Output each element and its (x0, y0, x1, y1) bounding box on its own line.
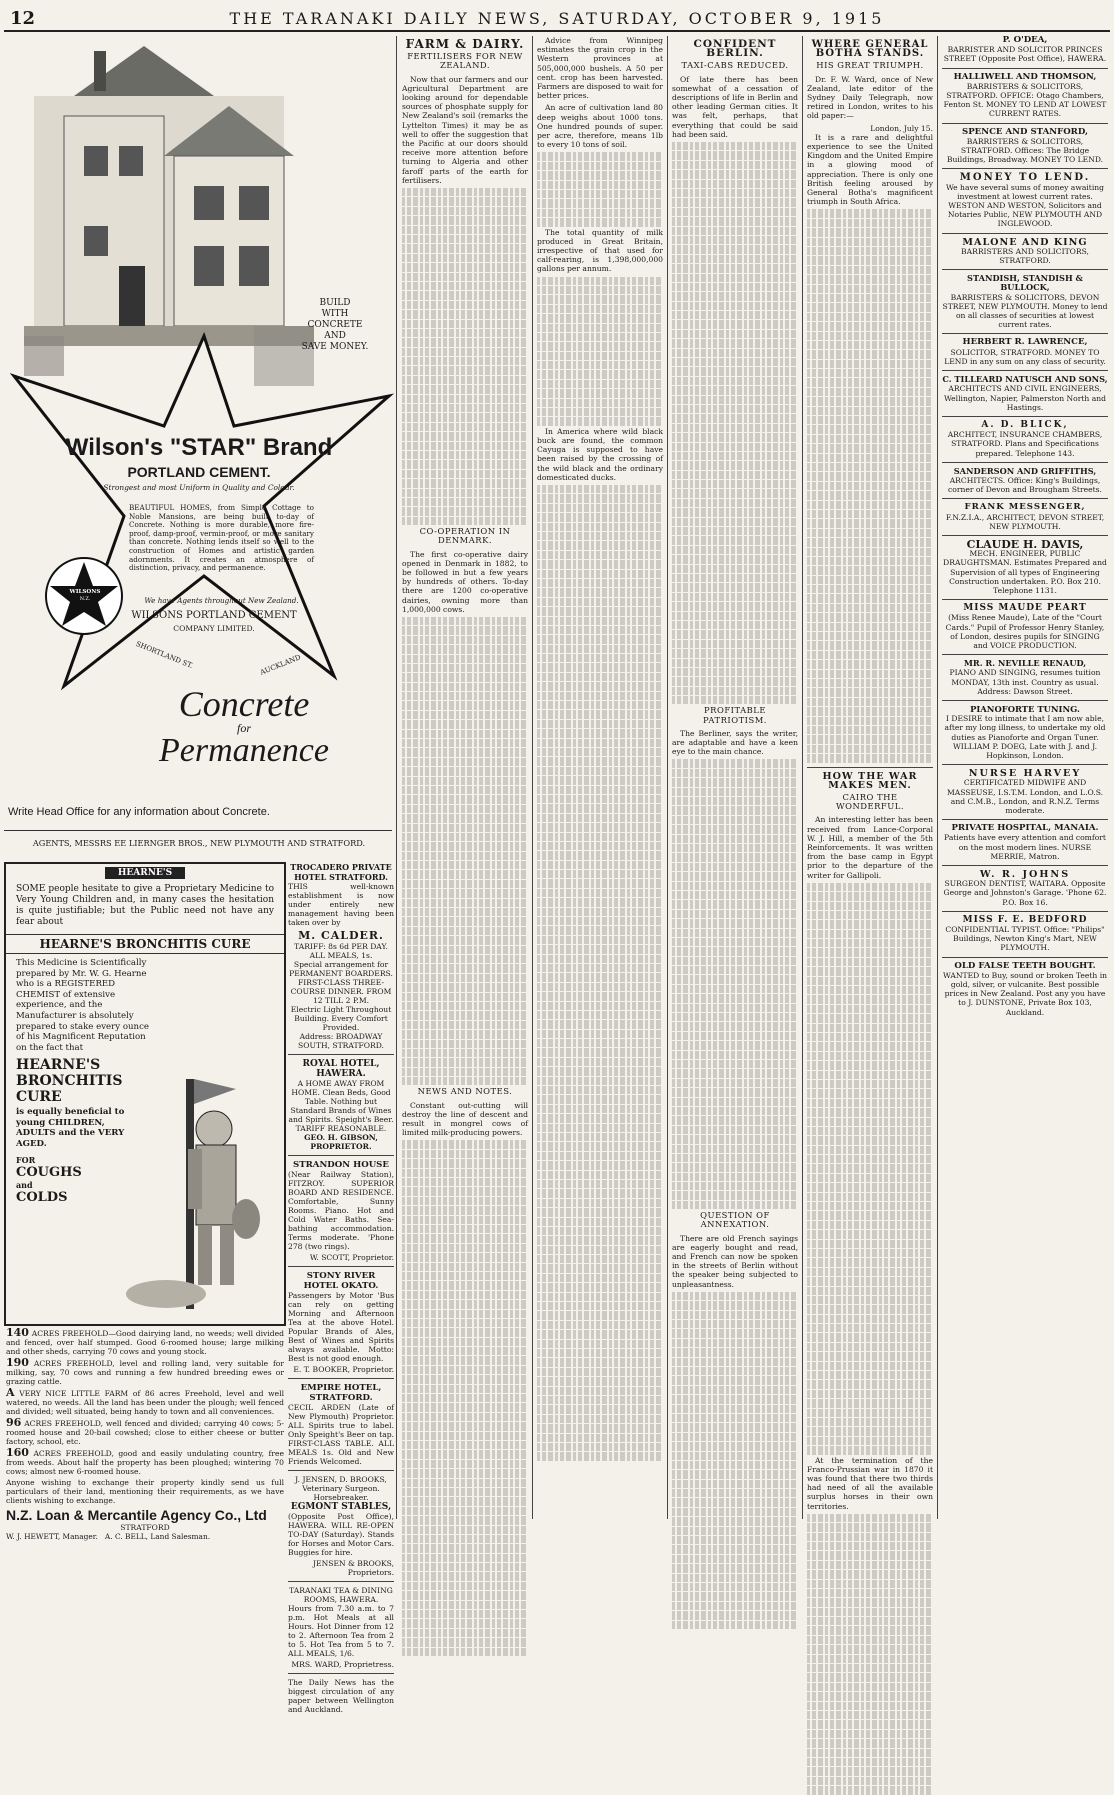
professional-card: CLAUDE H. DAVIS, MECH. ENGINEER, PUBLIC DRAUGHTSMAN. Estimates Prepared and Supervision of all types of Engineering Construction undertaken. P.O. Box 210. Telephone 1131. (943, 537, 1107, 595)
hearne-intro: SOME people hesitate to give a Proprietary Medicine to Very Young Children and, in many cases the hesitation is quite justifiable; but the Public need not have any fear about (16, 884, 274, 927)
build-line: WITH (321, 309, 349, 319)
professional-card: NURSE HARVEY CERTIFICATED MIDWIFE AND MASSEUSE, I.S.T.M. London, and L.O.S. and C.M.B., London, and R.N.Z. Terms moderate. (946, 768, 1104, 816)
tea-rooms-title: TARANAKI TEA & DINING ROOMS, HAWERA. (289, 1586, 393, 1604)
confident-berlin-heading: CONFIDENT BERLIN. (693, 38, 777, 60)
professional-card: MISS F. E. BEDFORD CONFIDENTIAL TYPIST. Office: "Philips" Buildings, Newton King's Mart, NEW PLYMOUTH. (945, 914, 1105, 953)
newspaper-title: THE TARANAKI DAILY NEWS, SATURDAY, OCTOBER 9, 1915 (229, 9, 885, 28)
agents-note: We have Agents throughout New Zealand. (144, 596, 299, 605)
professional-card: SPENCE AND STANFORD, BARRISTERS & SOLICITORS, STRATFORD. Offices: The Bridge Buildings, Broadway. MONEY TO LEND. (946, 126, 1104, 165)
farm-listing: 160 ACRES FREEHOLD, good and easily undulating country, free from weeds. About half the property has been ploughed; wintering 70 cows; almost new 6-roomed house. (6, 1446, 284, 1476)
farm-dairy-heading: FARM & DAIRY. (405, 37, 525, 51)
egmont-stables-title: EGMONT STABLES, (290, 1502, 392, 1512)
divider (4, 830, 392, 831)
calder-special: Special arrangement for PERMANENT BOARDERS. FIRST-CLASS THREE-COURSE DINNER. FROM 12 TILL 2 P.M. (289, 960, 393, 1005)
farm-listings (6, 1328, 284, 1541)
article-text-block (672, 759, 798, 1209)
egmont-stables-body: (Opposite Post Office), HAWERA. WILL RE-OPEN TO-DAY (Saturday). Stands for Horses and Motor Cars. Buggies for hire. (288, 1512, 394, 1557)
professional-card: STANDISH, STANDISH & BULLOCK, BARRISTERS & SOLICITORS, DEVON STREET, NEW PLYMOUTH. Money to lend on all classes of securities at lowest current rates. (942, 273, 1108, 330)
royal-hotel-tariff: TARIFF REASONABLE. (295, 1124, 387, 1133)
hotel-ads-column (288, 862, 394, 1716)
farm-exchange-note: Anyone wishing to exchange their property kindly send us full particulars of their land, mentioning their requirements, as we have clients wishing to exchange. (6, 1478, 284, 1505)
royal-hotel-prop: GEO. H. GIBSON, PROPRIETOR. (304, 1133, 378, 1151)
strandon-prop: W. SCOTT, Proprietor. (309, 1253, 394, 1262)
hearne-body: This Medicine is Scientifically prepared by Mr. W. G. Hearne who is a REGISTERED CHEMIST of extensive experience, and the Manufacturer is absolutely prepared to stake every ounce of his Magnificent Reputation on the fact that (16, 958, 149, 1053)
professional-card: FRANK MESSENGER, F.N.Z.I.A., ARCHITECT, DEVON STREET, NEW PLYMOUTH. (945, 502, 1105, 531)
professional-card: HERBERT R. LAWRENCE, SOLICITOR, STRATFORD. MONEY TO LEND in any sum on any class of security. (944, 337, 1106, 366)
article-text-block (402, 188, 528, 525)
hearne-beneficial: is equally beneficial to young CHILDREN, ADULTS and the VERY AGED. (16, 1107, 125, 1149)
professional-cards-column (942, 36, 1108, 1521)
calder-tariff: TARIFF: 8s 6d PER DAY. ALL MEALS, 1s. (294, 942, 388, 960)
page-number: 12 (10, 8, 36, 29)
article-paragraph: In America where wild black buck are found, the common Cayuga is supposed to have been raised by the crossing of the wild black and the ordinary domesticated ducks. (537, 426, 663, 482)
professional-card: P. O'DEA, BARRISTER AND SOLICITOR PRINCES STREET (Opposite Post Office), HAWERA. (943, 35, 1107, 64)
brand-name: Wilson's "STAR" Brand (65, 434, 333, 461)
professional-card: PRIVATE HOSPITAL, MANAIA. Patients have every attention and comfort on the most modern lines. NURSE MERRIE, Matron. (944, 823, 1106, 861)
botha-column (807, 36, 933, 1521)
article-paragraph: Of late there has been somewhat of a cessation of descriptions of life in Berlin and other leading German cities. It was felt, perhaps, that everything that could be said had been said. (672, 74, 798, 139)
article-paragraph: There are old French sayings are eagerly bought and read, and French can now be spoken in the streets of Berlin without the speaker being subjected to unpleasantness. (672, 1233, 798, 1289)
professional-card: MISS MAUDE PEART (Miss Renee Maude), Late of the "Court Cards." Pupil of Professor Henry Stanley, of London, desires pupils for SINGING and VOICE PRODUCTION. (945, 603, 1105, 650)
stony-river-body: Passengers by Motor 'Bus can rely on getting Morning and Afternoon Tea at the above Hotel. Popular Brands of Ales, Best of Wines and Spirits always available. Motto: Best is not good enough. (288, 1291, 394, 1363)
article-text-block (672, 142, 798, 704)
and-text: and (16, 1179, 33, 1190)
big-line: HEARNE'S (16, 1057, 101, 1074)
wilson-brand-block (34, 434, 364, 492)
slogan-line: Concrete (178, 684, 310, 724)
build-line: SAVE MONEY. (301, 342, 369, 352)
tea-rooms-prop: MRS. WARD, Proprietress. (291, 1660, 394, 1669)
dateline: London, July 15. (870, 123, 933, 133)
denmark-subheading: CO-OPERATION IN DENMARK. (419, 526, 511, 546)
botha-heading: WHERE GENERAL BOTHA STANDS. (811, 39, 929, 60)
article-paragraph: Advice from Winnipeg estimates the grain crop in the Western provinces at 505,000,000 bushels. A 50 per cent. crop has been harvested. Farmers are disposed to wait for better prices. (537, 36, 663, 101)
star-label: WILSONS (69, 589, 101, 595)
article-text-block (537, 152, 663, 226)
column-rule (532, 36, 533, 1519)
article-paragraph: Constant out-cutting will destroy the line of descent and result in mongrel cows of limited milk-producing powers. (402, 1100, 528, 1138)
big-line: BRONCHITIS (16, 1073, 123, 1090)
news-notes-subheading: NEWS AND NOTES. (417, 1086, 513, 1097)
farm-listing: 190 ACRES FREEHOLD, level and rolling land, very suitable for milking, say, 70 cows and running a few hundred breeding ewes or grazing cattle. (6, 1356, 284, 1386)
royal-hotel-title: ROYAL HOTEL, HAWERA. (302, 1059, 380, 1079)
column-rule (396, 36, 397, 1519)
hearne-product-head: HEARNE'S BRONCHITIS CURE (6, 934, 284, 954)
colds-text: COLDS (16, 1189, 68, 1205)
article-text-block (402, 617, 528, 1086)
empire-hotel-body: CECIL ARDEN (Late of New Plymouth) Proprietor. ALL Spirits true to label. Only Speight's Beer on tap. FIRST-CLASS TABLE. ALL MEALS 1s. Old and New Friends Welcomed. (288, 1403, 394, 1466)
article-text-block (402, 1140, 528, 1655)
column-rule (667, 36, 668, 1519)
stony-river-title: STONY RIVER HOTEL OKATO. (303, 1271, 379, 1291)
house-illustration (24, 46, 314, 386)
farm-dairy-column (402, 36, 528, 1521)
article-text-block (537, 485, 663, 1461)
article-text-block (537, 277, 663, 426)
article-text-block (807, 209, 933, 762)
article-text-block (807, 883, 933, 1455)
big-line: CURE (16, 1089, 62, 1106)
stony-river-prop: E. T. BOOKER, Proprietor. (293, 1365, 394, 1374)
lean-agency-town: STRATFORD (120, 1523, 170, 1532)
company-name: WILSONS PORTLAND CEMENT (131, 610, 297, 621)
article-paragraph: It is a rare and delightful experience to see the United Kingdom and the United Empire in a glowing mood of appreciation. There is only one British feeling aroused by General Botha's magnificent triumph in South Africa. (807, 132, 933, 207)
concrete-slogan (154, 686, 334, 768)
profitable-patriotism-subheading: PROFITABLE PATRIOTISM. (703, 705, 767, 725)
build-line: BUILD (319, 298, 351, 308)
farm-listing: 96 ACRES FREEHOLD, well fenced and divided; carrying 40 cows; 5-roomed house and 20-bail cowshed; close to either cheese or butter factory, school, etc. (6, 1416, 284, 1446)
farm-notes-column (537, 36, 663, 1521)
professional-card: SANDERSON AND GRIFFITHS, ARCHITECTS. Office: King's Buildings, corner of Devon and Brougham Streets. (948, 465, 1102, 495)
professional-card: PIANOFORTE TUNING. I DESIRE to intimate that I am now able, after my long illness, to undertake my old duties as Pianoforte and Organ Tuner. WILLIAM P. DOEG, Late with J. and J. Hopkinson, London. (944, 703, 1106, 760)
annexation-subheading: QUESTION OF ANNEXATION. (700, 1210, 770, 1230)
slogan-line: Permanence (159, 732, 329, 769)
professional-card: W. R. JOHNS SURGEON DENTIST, WAITARA. Opposite George and Johnston's Garage. 'Phone 62. P.O. Box 16. (943, 869, 1107, 907)
great-triumph-subheading: HIS GREAT TRIUMPH. (816, 60, 924, 71)
article-paragraph: An acre of cultivation land 80 deep weighs about 1000 tons. One hundred pounds of super. per acre, therefore, means 1lb to every 10 tons of soil. (537, 103, 663, 150)
street-left: SHORTLAND ST. (134, 639, 195, 671)
knight-illustration (126, 1069, 276, 1319)
company-sub: COMPANY LIMITED. (173, 624, 255, 633)
tagline: Strongest and most Uniform in Quality and Colour. (103, 483, 295, 492)
article-paragraph: An interesting letter has been received from Lance-Corporal W. J. Hill, a member of the 5th Reinforcements. It was written from the base camp in Egypt prior to the departure of the writer for Gallipoli. (807, 815, 933, 880)
wilson-agents-line: AGENTS, MESSRS EE LIERNGER BROS., NEW PLYMOUTH AND STRATFORD. (32, 838, 366, 848)
lean-agency-staff: W. J. HEWETT, Manager. A. C. BELL, Land Salesman. (6, 1532, 211, 1541)
build-line: AND (324, 331, 346, 341)
fertilisers-subheading: FERTILISERS FOR NEW ZEALAND. (407, 51, 523, 71)
star-sub: N.Z. (79, 596, 91, 602)
war-makes-men-heading: HOW THE WAR MAKES MEN. (822, 770, 918, 791)
article-text-block (672, 1292, 798, 1629)
royal-hotel-body: A HOME AWAY FROM HOME. Clean Beds, Good Table. Nothing but Standard Brands of Wines and Spirits. Speight's Beer. (288, 1079, 394, 1124)
hearne-ad (4, 862, 286, 1326)
empire-hotel-title: EMPIRE HOTEL, STRATFORD. (300, 1383, 382, 1403)
write-head-office: Write Head Office for any information about Concrete. (8, 806, 270, 818)
calder-name: M. CALDER. (298, 929, 384, 942)
coughs-text: COUGHS (16, 1164, 82, 1180)
circulation-note: The Daily News has the biggest circulation of any paper between Wellington and Auckland. (288, 1678, 394, 1714)
wilson-body: BEAUTIFUL HOMES, from Simple Cottage to Noble Mansions, are being built to-day of Concrete. Nothing is more durable, more fire-proof, damp-proof, vermin-proof, or more sanitary than concrete. Nothing lends itself so well to the construction of Homes and artistic garden adornments. It creates an atmosphere of distinction, privacy, and permanence. (129, 503, 314, 573)
build-line: CONCRETE (307, 320, 363, 330)
strandon-body: (Near Railway Station), FITZROY. SUPERIOR BOARD AND RESIDENCE. Comfortable, Sunny Rooms. Piano. Hot and Cold Water Baths. Sea-bathing accommodation. Terms moderate. 'Phone 278 (two rings). (288, 1170, 394, 1251)
professional-card: MALONE AND KING BARRISTERS AND SOLICITORS, STRATFORD. (961, 236, 1089, 266)
hearne-coughs-colds (6, 1151, 116, 1205)
article-paragraph: At the termination of the Franco-Prussian war in 1870 it was found that there two thirds had need of all the available surplus horses in their own territories. (807, 1455, 933, 1511)
wilson-cement-ad (4, 36, 394, 856)
for-text: FOR (16, 1154, 36, 1165)
article-text-block (807, 1514, 933, 1795)
professional-card: OLD FALSE TEETH BOUGHT. WANTED to Buy, sound or broken Teeth in gold, silver, or vulcanite. Best possible prices in New Zealand. Post any you have to J. DUNSTONE, Private Box 103, Auckland. (942, 960, 1108, 1017)
strandon-title: STRANDON HOUSE (293, 1160, 389, 1170)
article-paragraph: The first co-operative dairy opened in Denmark in 1882, to be followed in but a few years by hundreds of others. To-day there are 1200 co-operative dairies, owning more than 1,000,000 cows. (402, 549, 528, 614)
professional-card: A. D. BLICK, ARCHITECT, INSURANCE CHAMBERS, STRATFORD. Plans and Specifications prepared. Telephone 143. (947, 419, 1103, 458)
trocadero-body: THIS well-known establishment is now under entirely new management having been taken over by (288, 882, 394, 927)
slogan-line: for (236, 721, 251, 735)
column-rule (802, 36, 803, 1519)
article-paragraph: The total quantity of milk produced in Great Britain, irrespective of that used for calf-rearing, is 1,398,000,000 gallons per annum. (537, 227, 663, 274)
taxi-cabs-subheading: TAXI-CABS REDUCED. (681, 60, 789, 71)
column-rule (937, 36, 938, 1519)
jensen-title: J. JENSEN, D. BROOKS, Veterinary Surgeon. Horsebreaker. (295, 1475, 387, 1502)
farm-listing: A VERY NICE LITTLE FARM of 86 acres Freehold, level and well watered, no weeds. All the land has been under the plough; well fenced and divided; well situated, being handy to town and all conveniences. (6, 1386, 285, 1416)
professional-card: HALLIWELL AND THOMSON, BARRISTERS & SOLICITORS, STRATFORD. OFFICE: Otago Chambers, Fenton St. MONEY TO LEND AT LOWEST CURRENT RATES. (943, 71, 1107, 119)
calder-address: Address: BROADWAY SOUTH, STRATFORD. (298, 1032, 384, 1050)
professional-card: MR. R. NEVILLE RENAUD, PIANO AND SINGING, resumes tuition MONDAY, 13th inst. Country as usual. Address: Dawson Street. (949, 658, 1101, 696)
article-paragraph: Now that our farmers and our Agricultural Department are looking around for dependable sources of phosphate supply for New Zealand's soil (remarks the Lyttelton Times) it may be as well to offer the suggestion that the Pacific at our doors should receive more attention before turning to Algeria and other faroff parts of the earth for fertilisers. (402, 74, 528, 185)
product-name: PORTLAND CEMENT. (127, 464, 271, 480)
professional-card: C. TILLEARD NATUSCH AND SONS, ARCHITECTS AND CIVIL ENGINEERS, Wellington, Napier, Palmerston North and Hastings. (942, 374, 1108, 412)
calder-lighting: Electric Light Throughout Building. Every Comfort Provided. (290, 1005, 392, 1032)
masthead (4, 6, 1110, 32)
tea-rooms-body: Hours from 7.30 a.m. to 7 p.m. Hot Meals at all Hours. Hot Dinner from 12 to 2. Afternoon Tea from 2 to 5. Hot Tea from 5 to 7. ALL MEALS, 1/6. (288, 1604, 394, 1658)
hearne-banner: HEARNE'S (105, 867, 185, 879)
article-paragraph: Dr. F. W. Ward, once of New Zealand, late editor of the Sydney Daily Telegraph, now retired in London, writes to his old paper:— (807, 74, 933, 121)
article-paragraph: The Berliner, says the writer, are adaptable and have a keen eye to the main chance. (672, 728, 798, 757)
street-right: AUCKLAND (259, 653, 302, 677)
farm-listing: 140 ACRES FREEHOLD—Good dairying land, no weeds; well divided and fenced, over half stumped. Good 6-roomed house; large milking and other sheds, carrying 70 cows and young stock. (6, 1326, 284, 1356)
egmont-stables-prop: JENSEN & BROOKS, Proprietors. (313, 1559, 394, 1577)
confident-berlin-column (672, 36, 798, 1521)
cairo-subheading: CAIRO THE WONDERFUL. (835, 791, 905, 812)
build-with-concrete (300, 298, 370, 353)
lean-agency-title: N.Z. Loan & Mercantile Agency Co., Ltd (6, 1507, 267, 1523)
professional-card: MONEY TO LEND. We have several sums of money awaiting investment at lowest current rates. WESTON AND WESTON, Solicitors and Notaries Public, NEW PLYMOUTH AND INGLEWOOD. (945, 172, 1105, 229)
trocadero-title: TROCADERO PRIVATE HOTEL STRATFORD. (290, 862, 392, 882)
